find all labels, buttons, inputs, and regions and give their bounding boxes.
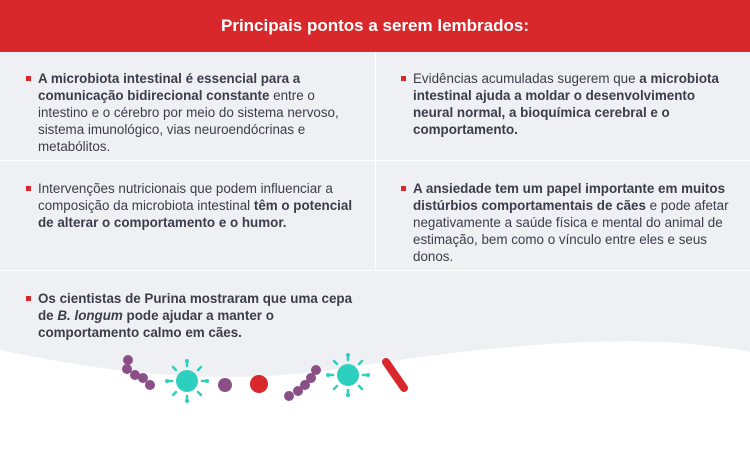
purple-chain-microbe-icon (284, 365, 321, 401)
header-banner (0, 0, 750, 52)
point-5-bold-b: pode ajudar a manter o comportamento calmo em cães. (38, 308, 274, 340)
point-5-bold-a: Os cientistas de Purina mostraram que uma cepa de (38, 291, 353, 323)
bullet-icon (26, 76, 31, 81)
point-4-text: e pode afetar negativamente a saúde física e mental do animal de estimação, bem como o vínculo entre eles e seus donos. (413, 198, 729, 264)
bullet-icon (401, 186, 406, 191)
purple-chain-microbe-icon (122, 355, 155, 390)
grid-divider-h2 (0, 270, 750, 271)
teal-virus-icon (326, 353, 370, 397)
header-title: Principais pontos a serem lembrados: (221, 16, 529, 35)
point-1-bold: A microbiota intestinal é essencial para a comunicação bidirecional constante (38, 71, 301, 103)
point-2 (375, 70, 750, 138)
point-2-bold: a microbiota intestinal ajuda a moldar o desenvolvimento neural normal, a bioquímica cerebral e o comportamento. (413, 71, 719, 137)
bullet-icon (26, 296, 31, 301)
microbes-illustration (0, 340, 750, 410)
point-4-bold: A ansiedade tem um papel importante em muitos distúrbios comportamentais de cães (413, 181, 726, 213)
point-5-italic: B. longum (57, 308, 123, 323)
point-3-bold: têm o potencial de alterar o comportamento e o humor. (38, 198, 353, 230)
red-dot-microbe-icon (250, 375, 268, 393)
point-2-text: Evidências acumuladas sugerem que (413, 71, 640, 86)
point-3-text: Intervenções nutricionais que podem influenciar a composição da microbiota intestinal (38, 181, 333, 213)
bullet-icon (26, 186, 31, 191)
bullet-icon (401, 76, 406, 81)
point-1 (0, 70, 375, 155)
point-3 (0, 180, 375, 231)
teal-virus-icon (165, 359, 209, 403)
point-4 (375, 180, 750, 265)
point-5 (0, 290, 375, 341)
point-1-text: entre o intestino e o cérebro por meio do sistema nervoso, sistema imunológico, vias neuroendócrinas e metabólitos. (38, 88, 339, 154)
red-rod-bacteria-icon (386, 362, 404, 388)
purple-dot-microbe-icon (218, 378, 232, 392)
